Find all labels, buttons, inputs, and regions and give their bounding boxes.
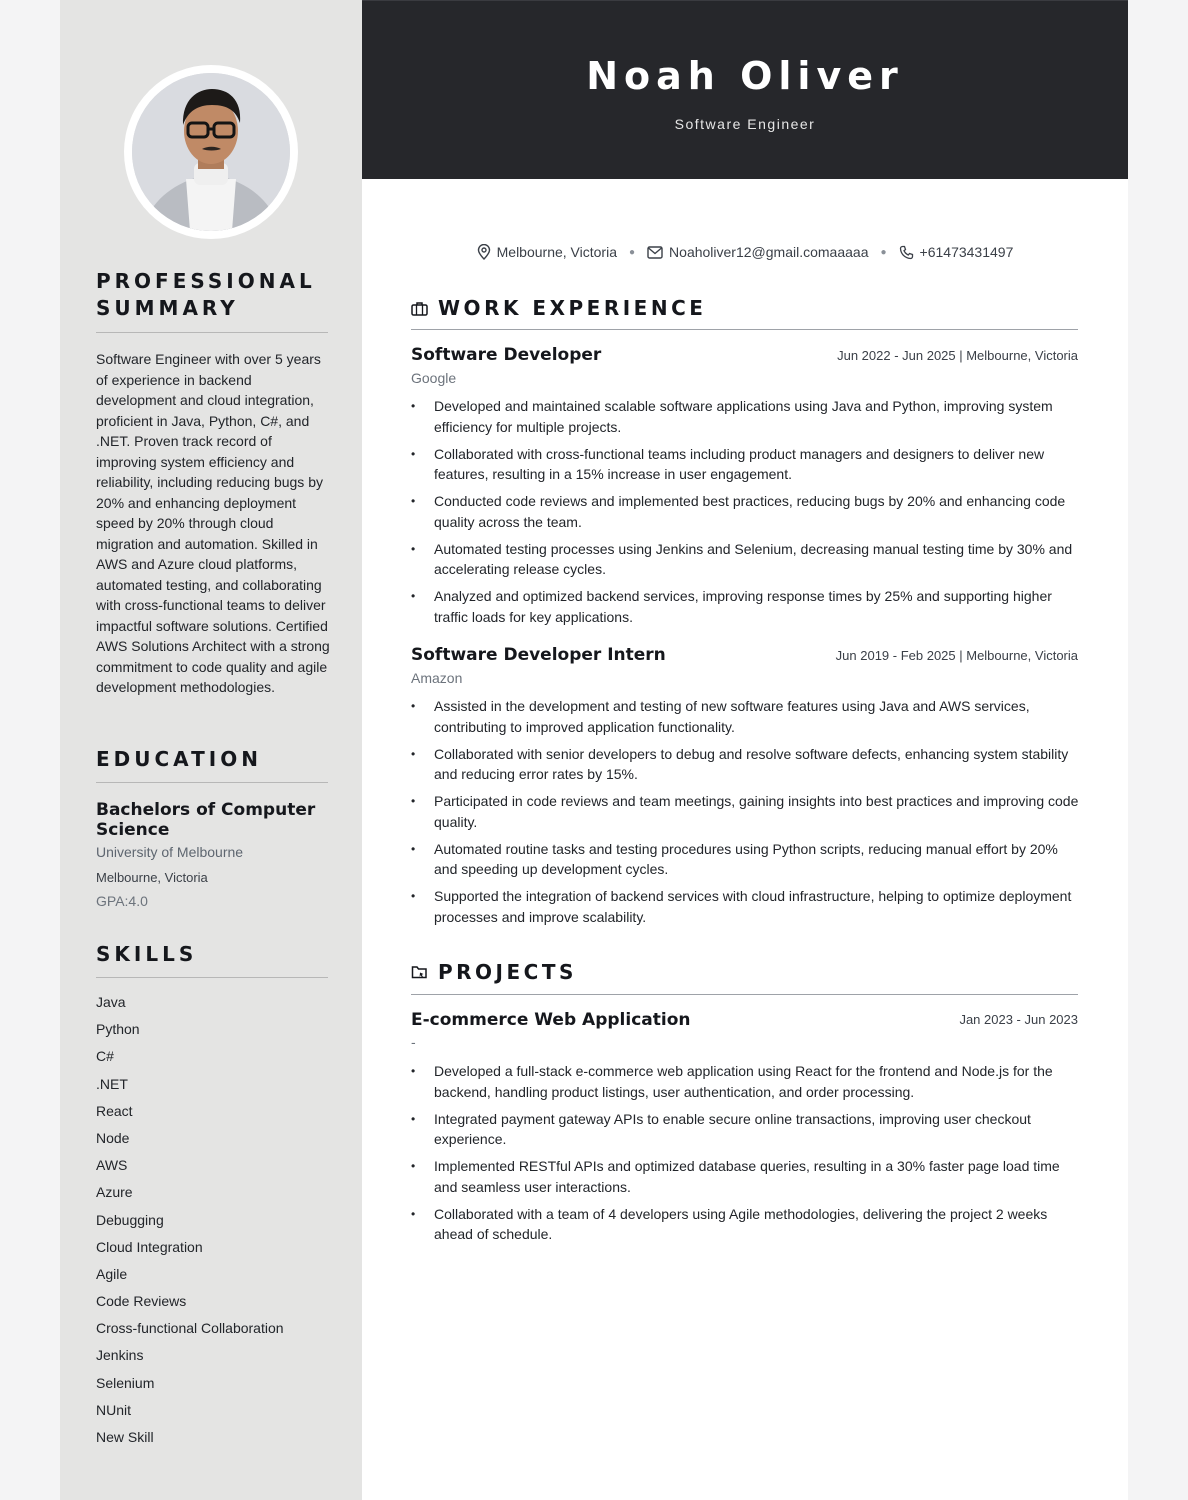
education-degree: Bachelors of Computer Science [96,800,316,840]
mail-icon [647,246,663,259]
summary-heading: PROFESSIONAL SUMMARY [96,269,316,320]
project-bullet: • Developed a full-stack e-commerce web application using React for the frontend and Node.js for the backend, handling product listings, user authentication, and order processing. [411,1061,1081,1102]
sidebar [60,0,362,1500]
resume-header [362,0,1128,179]
project-subtitle: - [411,1034,416,1050]
job-title: Software Developer [411,345,602,365]
briefcase-icon [411,301,428,316]
skill-item: Azure [96,1184,133,1201]
job-bullet: • Automated routine tasks and testing procedures using Python scripts, reducing manual effort by 20% and speeding up development cycles. [411,839,1081,880]
job-bullet: • Participated in code reviews and team meetings, gaining insights into best practices and improving code quality. [411,791,1081,832]
skill-item: Node [96,1129,130,1146]
skill-item: React [96,1102,133,1119]
separator-dot: ● [880,246,887,258]
job-bullet: • Automated testing processes using Jenkins and Selenium, decreasing manual testing time by 30% and accelerating release cycles. [411,539,1081,580]
projects-section-header [411,960,577,984]
skill-item: Debugging [96,1211,164,1228]
contact-phone[interactable] [899,244,1014,260]
project-bullet: • Integrated payment gateway APIs to enable secure online transactions, improving user checkout experience. [411,1109,1081,1150]
job-bullet: • Collaborated with senior developers to debug and resolve software defects, enhancing system stability and reducing error rates by 15%. [411,744,1081,785]
skill-item: Java [96,994,126,1010]
work-heading: WORK EXPERIENCE [438,296,707,320]
skill-item: C# [96,1048,114,1065]
education-divider [96,782,328,783]
main-content [362,0,1128,1500]
skills-divider [96,977,328,978]
skill-item: .NET [96,1075,128,1092]
skill-item: Jenkins [96,1347,144,1364]
skill-item: Cloud Integration [96,1238,203,1255]
job-bullet: • Collaborated with cross-functional teams including product managers and designers to deliver new features, resulting in a 15% increase in user engagement. [411,444,1081,485]
separator-dot: ● [629,246,636,258]
job-dates: Jun 2022 - Jun 2025 | Melbourne, Victoria [837,348,1078,363]
resume-page [60,0,1128,1500]
profile-photo-frame [124,65,298,239]
job-bullets [411,396,1081,634]
project-bullets [411,1061,1081,1251]
job-title: Software Developer Intern [411,645,666,665]
contact-email-text[interactable]: Noaholiver12@gmail.comaaaaa [669,244,869,260]
job-bullet: • Analyzed and optimized backend services, improving response times by 25% and supporting higher traffic loads for key applications. [411,586,1081,627]
projects-divider [411,994,1078,995]
education-location: Melbourne, Victoria [96,870,208,885]
job-bullets [411,696,1081,934]
projects-heading: PROJECTS [438,960,577,984]
project-folder-icon [411,964,428,980]
person-portrait-icon [132,73,290,231]
work-section-header [411,296,706,320]
skill-item: Python [96,1021,140,1038]
education-heading: EDUCATION [96,747,262,771]
contact-location-text: Melbourne, Victoria [496,244,617,260]
job-company: Google [411,370,457,386]
skill-item: Cross-functional Collaboration [96,1320,284,1337]
skill-item: Code Reviews [96,1293,187,1310]
contact-email[interactable] [647,244,868,260]
job-bullet: • Conducted code reviews and implemented best practices, reducing bugs by 20% and enhancing code quality across the team. [411,491,1081,532]
skill-item: AWS [96,1157,128,1174]
skill-item: Selenium [96,1374,155,1391]
summary-divider [96,332,328,333]
job-bullet: • Assisted in the development and testing of new software features using Java and AWS services, contributing to improved application functionality. [411,696,1081,737]
work-divider [411,329,1078,330]
profile-photo [132,73,290,231]
contact-location [477,244,617,260]
project-dates: Jan 2023 - Jun 2023 [959,1012,1078,1027]
job-dates: Jun 2019 - Feb 2025 | Melbourne, Victoria [835,648,1078,663]
job-bullet: • Developed and maintained scalable software applications using Java and Python, improving system efficiency for multiple projects. [411,396,1081,437]
skills-list [96,992,284,1454]
skill-item: Agile [96,1265,128,1282]
candidate-name: Noah Oliver [586,54,904,98]
candidate-role: Software Engineer [674,116,816,132]
project-bullet: • Collaborated with a team of 4 developers using Agile methodologies, delivering the project 2 weeks ahead of schedule. [411,1204,1081,1245]
education-school: University of Melbourne [96,844,244,860]
job-company: Amazon [411,670,463,686]
phone-icon [899,245,914,260]
skill-item: NUnit [96,1401,132,1418]
education-gpa: GPA:4.0 [96,893,148,909]
project-title: E-commerce Web Application [411,1010,691,1030]
skills-heading: SKILLS [96,942,198,966]
project-bullet: • Implemented RESTful APIs and optimized database queries, resulting in a 30% faster page load time and seamless user interactions. [411,1156,1081,1197]
map-pin-icon [477,244,491,260]
contact-bar [362,244,1128,260]
summary-text: Software Engineer with over 5 years of experience in backend development and cloud integration, proficient in Java, Python, C#, and .NET. Proven track record of improving system efficiency and reliability, including reducing bugs by 20% and enhancing deployment speed by 20% through cloud migration and automation. Skilled in AWS and Azure cloud platforms, automated testing, and collaborating with cross-functional teams to deliver impactful software solutions. Certified AWS Solutions Architect with a strong commitment to code quality and agile development methodologies. [96,351,330,695]
job-bullet: • Supported the integration of backend services with cloud infrastructure, helping to optimize deployment processes and improve scalability. [411,886,1081,927]
contact-phone-text[interactable]: +61473431497 [919,244,1014,260]
skill-item: New Skill [96,1429,154,1445]
